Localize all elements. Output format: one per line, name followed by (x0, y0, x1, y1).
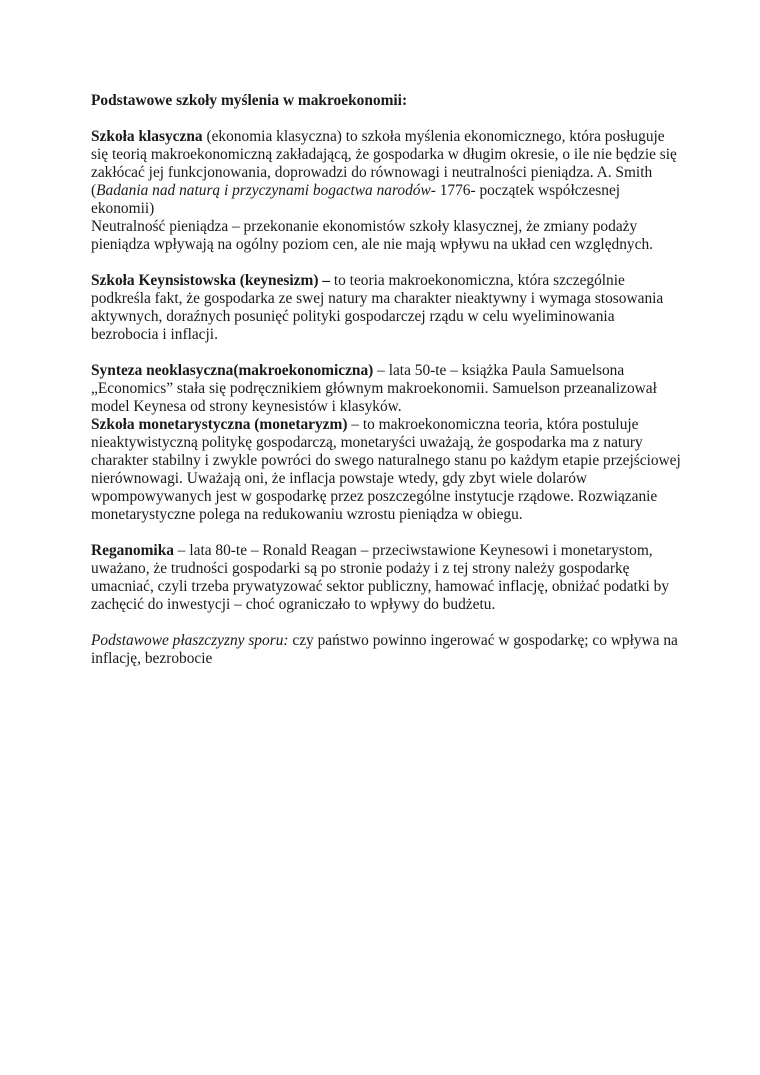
monetarism-text: – to makroekonomiczna teoria, która postuluje nieaktywistyczną politykę gospodarczą, monetaryści uważają, że gospodarka ma z natury charakter stabilny i zwykle powróci do swego naturalnego stanu po każdym etapie przejściowej nierównowagi. Uważają oni, że inflacja powstaje wtedy, gdy zbyt wiele dolarów wpompowywanych jest w gospodarkę przez poszczególne instytucje rządowe. Rozwiązanie monetarystyczne polega na redukowaniu wzrostu pieniądza w obiegu. (91, 416, 681, 523)
keynesian-school-paragraph (91, 272, 681, 344)
spacer (91, 344, 681, 362)
neoclassical-synthesis-term: Synteza neoklasyczna(makroekonomiczna) (91, 362, 374, 379)
keynesian-school-text: to teoria makroekonomiczna, która szczególnie podkreśla fakt, że gospodarka ze swej natury ma charakter nieaktywny i wymaga stosowania aktywnych, doraźnych posunięć polityki gospodarczej rządu w celu wyeliminowania bezrobocia i inflacji. (91, 272, 664, 343)
monetarism-paragraph (91, 416, 681, 524)
classical-school-text: (ekonomia klasyczna) to szkoła myślenia ekonomicznego, która posługuje się teorią makroekonomiczną zakładającą, że gospodarka w długim okresie, o ile nie będzie się zakłócać jej funkcjonowania, doprowadzi do równowagi i neutralności pieniądza. A. Smith ( (91, 128, 677, 199)
reaganomics-text: – lata 80-te – Ronald Reagan – przeciwstawione Keynesowi i monetarystom, uważano, że trudności gospodarki są po stronie podaży i z tej strony należy gospodarkę umacniać, czyli trzeba prywatyzować sektor publiczny, hamować inflację, obniżać podatki by zachęcić do inwestycji – choć ograniczało to wpływy do budżetu. (91, 542, 670, 613)
money-neutrality-paragraph: Neutralność pieniądza – przekonanie ekonomistów szkoły klasycznej, że zmiany podaży pieniądza wpływają na ogólny poziom cen, ale nie mają wpływu na układ cen względnych. (91, 218, 653, 253)
spacer (91, 110, 681, 128)
reaganomics-paragraph (91, 542, 681, 614)
spacer (91, 614, 681, 632)
reaganomics-term: Reganomika (91, 542, 174, 559)
neoclassical-synthesis-paragraph (91, 362, 681, 416)
dispute-paragraph (91, 632, 681, 668)
dispute-label: Podstawowe płaszczyzny sporu: (91, 632, 289, 649)
spacer (91, 524, 681, 542)
keynesian-school-term: Szkoła Keynsistowska (keynesizm) – (91, 272, 330, 289)
spacer (91, 254, 681, 272)
document-title: Podstawowe szkoły myślenia w makroekonomii: (91, 92, 408, 109)
monetarism-term: Szkoła monetarystyczna (monetaryzm) (91, 416, 348, 433)
document-page (91, 92, 681, 668)
neoclassical-synthesis-text: – lata 50-te – książka Paula Samuelsona „Economics” stała się podręcznikiem głównym makroekonomii. Samuelson przeanalizował model Keynesa od strony keynesistów i klasyków. (91, 362, 657, 415)
classical-book-title: Badania nad naturą i przyczynami bogactwa narodów (96, 182, 431, 199)
classical-school-paragraph (91, 128, 681, 218)
dispute-text: czy państwo powinno ingerować w gospodarkę; co wpływa na inflację, bezrobocie (91, 632, 678, 667)
classical-school-text-end: - 1776- początek współczesnej ekonomii) (91, 182, 621, 217)
classical-school-term: Szkoła klasyczna (91, 128, 203, 145)
